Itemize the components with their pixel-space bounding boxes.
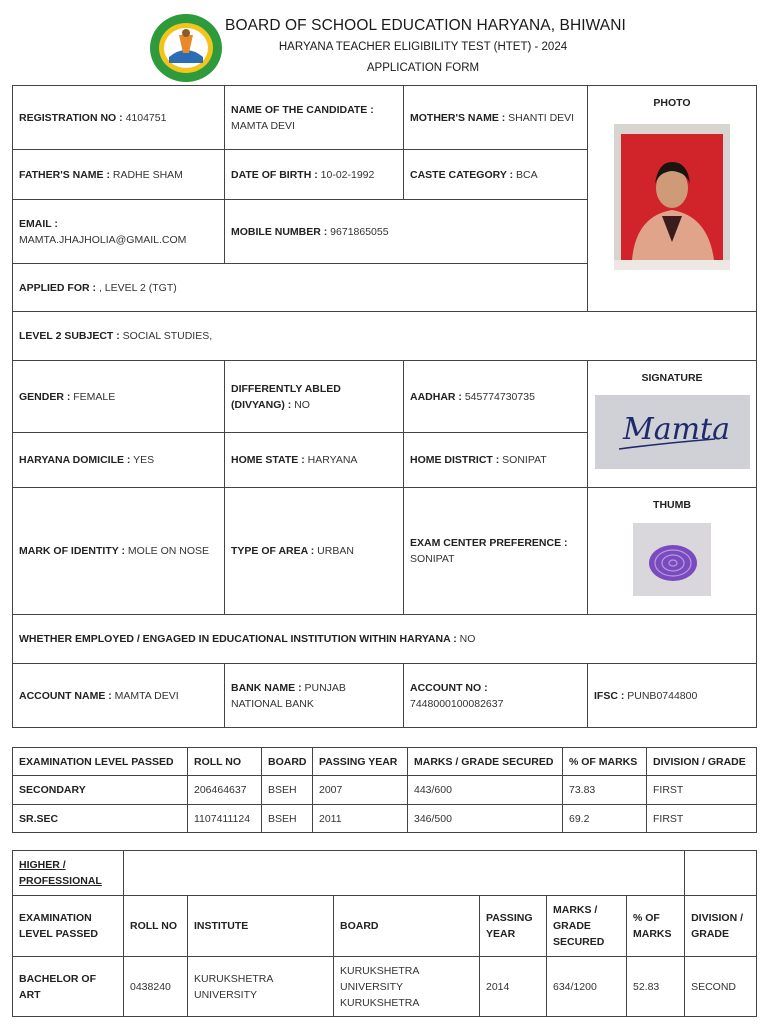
gender-value: FEMALE (73, 390, 116, 403)
higher-education-table (12, 850, 757, 1017)
registration-value: 4104751 (125, 111, 167, 124)
ifsc-cell: IFSC : PUNB0744800 (588, 664, 757, 728)
email-value: MAMTA.JHAJHOLIA@GMAIL.COM (19, 233, 187, 246)
dob-value: 10-02-1992 (320, 168, 375, 181)
header-cell: BOARD (262, 748, 313, 776)
subject-cell: LEVEL 2 SUBJECT : SOCIAL STUDIES, (13, 312, 757, 361)
employment-cell: WHETHER EMPLOYED / ENGAGED IN EDUCATIONAL INSTITUTION WITHIN HARYANA : NO (13, 615, 757, 664)
account-no-cell: ACCOUNT NO : 7448000100082637 (404, 664, 588, 728)
table-cell: 1107411124 (188, 805, 262, 833)
table-cell: FIRST (647, 776, 757, 805)
home-state-cell: HOME STATE : HARYANA (225, 433, 404, 488)
signature-label: SIGNATURE (641, 372, 703, 384)
aadhar-value: 545774730735 (464, 390, 535, 403)
board-title: BOARD OF SCHOOL EDUCATION HARYANA, BHIWANI (225, 17, 626, 34)
candidate-name-cell: NAME OF THE CANDIDATE : MAMTA DEVI (225, 86, 404, 150)
table-header-row (13, 896, 757, 957)
header-cell: DIVISION / GRADE (647, 748, 757, 776)
home-district-value: SONIPAT (502, 454, 547, 466)
table-cell: SR.SEC (13, 805, 188, 833)
divyang-cell: DIFFERENTLY ABLED (DIVYANG) : NO (225, 361, 404, 433)
table-cell: 2011 (313, 805, 408, 833)
table-row (13, 776, 757, 805)
table-cell: 52.83 (627, 957, 685, 1017)
mobile-cell: MOBILE NUMBER : 9671865055 (225, 200, 588, 264)
table-cell: 443/600 (408, 776, 563, 805)
table-cell: 69.2 (563, 805, 647, 833)
registration-cell: REGISTRATION NO : 4104751 (13, 86, 225, 150)
divyang-value: NO (294, 398, 310, 411)
thumb-impression (633, 523, 711, 596)
domicile-cell: HARYANA DOMICILE : YES (13, 433, 225, 488)
mother-name-value: SHANTI DEVI (508, 111, 575, 124)
table-cell: 73.83 (563, 776, 647, 805)
ifsc-value: PUNB0744800 (627, 689, 698, 702)
home-state-value: HARYANA (307, 454, 358, 466)
table-cell: 2007 (313, 776, 408, 805)
higher-section-label: HIGHER / PROFESSIONAL (13, 851, 124, 896)
table-cell: BACHELOR OF ART (13, 957, 124, 1017)
candidate-name-value: MAMTA DEVI (231, 119, 295, 132)
table-cell: SECOND (685, 957, 757, 1017)
applied-for-cell: APPLIED FOR : , LEVEL 2 (TGT) (13, 264, 588, 312)
applied-for-value: , LEVEL 2 (TGT) (98, 281, 177, 294)
header-cell: BOARD (334, 896, 480, 957)
bank-name-value: PUNJAB NATIONAL BANK (231, 681, 346, 710)
table-header-row (13, 748, 757, 776)
caste-cell: CASTE CATEGORY : BCA (404, 150, 588, 200)
signature-cell (588, 361, 757, 488)
table-row (13, 957, 757, 1017)
mobile-value: 9671865055 (330, 225, 389, 238)
signature-text: Mamta (622, 412, 730, 447)
empty-cell (124, 851, 685, 896)
father-name-cell: FATHER'S NAME : RADHE SHAM (13, 150, 225, 200)
table-cell: BSEH (262, 805, 313, 833)
table-cell: 346/500 (408, 805, 563, 833)
bank-name-cell: BANK NAME : PUNJAB NATIONAL BANK (225, 664, 404, 728)
header-cell: INSTITUTE (188, 896, 334, 957)
table-cell: 634/1200 (547, 957, 627, 1017)
table-cell: 206464637 (188, 776, 262, 805)
candidate-details-table (12, 85, 757, 728)
photo-cell (588, 86, 757, 312)
identity-mark-value: MOLE ON NOSE (127, 545, 210, 557)
account-no-value: 7448000100082637 (410, 697, 504, 710)
thumb-label: THUMB (653, 499, 691, 511)
mother-name-cell: MOTHER'S NAME : SHANTI DEVI (404, 86, 588, 150)
exam-center-value: SONIPAT (410, 553, 455, 565)
header-cell: ROLL NO (188, 748, 262, 776)
header-cell: % OF MARKS (627, 896, 685, 957)
form-header (0, 0, 768, 84)
school-education-table (12, 747, 757, 833)
father-name-value: RADHE SHAM (112, 168, 183, 181)
thumb-cell (588, 488, 757, 615)
header-cell: MARKS / GRADE SECURED (547, 896, 627, 957)
header-cell: PASSING YEAR (480, 896, 547, 957)
empty-cell (685, 851, 757, 896)
home-district-cell: HOME DISTRICT : SONIPAT (404, 433, 588, 488)
photo-label: PHOTO (653, 97, 691, 109)
table-cell: BSEH (262, 776, 313, 805)
table-cell: KURUKSHETRA UNIVERSITY KURUKSHETRA (334, 957, 480, 1017)
employment-value: NO (459, 633, 476, 645)
area-type-value: URBAN (317, 545, 354, 557)
header-cell: EXAMINATION LEVEL PASSED (13, 748, 188, 776)
header-cell: MARKS / GRADE SECURED (408, 748, 563, 776)
form-title: APPLICATION FORM (366, 62, 480, 74)
subject-value: SOCIAL STUDIES, (122, 330, 213, 342)
area-type-cell: TYPE OF AREA : URBAN (225, 488, 404, 615)
table-cell: 2014 (480, 957, 547, 1017)
table-cell: 0438240 (124, 957, 188, 1017)
candidate-signature (595, 395, 750, 469)
header-cell: DIVISION / GRADE (685, 896, 757, 957)
candidate-photo (614, 124, 730, 270)
table-cell: KURUKSHETRA UNIVERSITY (188, 957, 334, 1017)
header-cell: ROLL NO (124, 896, 188, 957)
exam-center-cell: EXAM CENTER PREFERENCE : SONIPAT (404, 488, 588, 615)
gender-cell: GENDER : FEMALE (13, 361, 225, 433)
identity-mark-cell: MARK OF IDENTITY : MOLE ON NOSE (13, 488, 225, 615)
caste-value: BCA (515, 168, 538, 181)
account-name-cell: ACCOUNT NAME : MAMTA DEVI (13, 664, 225, 728)
domicile-value: YES (133, 454, 155, 466)
exam-title: HARYANA TEACHER ELIGIBILITY TEST (HTET) - 2024 (278, 41, 568, 53)
account-name-value: MAMTA DEVI (114, 689, 179, 702)
header-cell: % OF MARKS (563, 748, 647, 776)
table-cell: SECONDARY (13, 776, 188, 805)
aadhar-cell: AADHAR : 545774730735 (404, 361, 588, 433)
dob-cell: DATE OF BIRTH : 10-02-1992 (225, 150, 404, 200)
header-cell: PASSING YEAR (313, 748, 408, 776)
header-cell: EXAMINATION LEVEL PASSED (13, 896, 124, 957)
table-cell: FIRST (647, 805, 757, 833)
email-cell: EMAIL : MAMTA.JHAJHOLIA@GMAIL.COM (13, 200, 225, 264)
table-row (13, 805, 757, 833)
